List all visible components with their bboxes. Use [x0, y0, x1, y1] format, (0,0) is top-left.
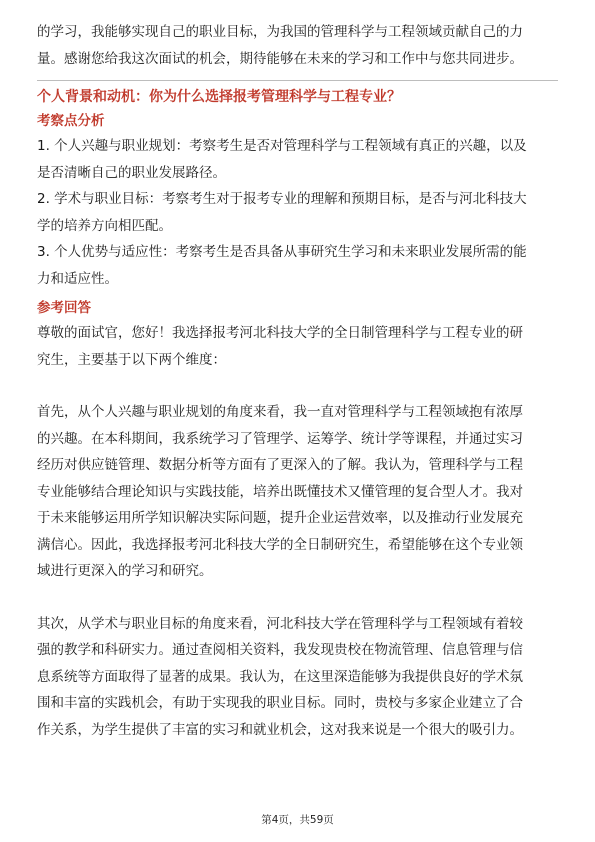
answer-paragraph-1 — [37, 320, 558, 373]
page-number: 第4页，共59页 — [261, 814, 334, 826]
text-line: 息系统等方面取得了显著的成果。我认为，在这里深造能够为我提供良好的学术氛 — [37, 668, 523, 685]
text-line: 于未来能够运用所学知识解决实际问题，提升企业运营效率，以及推动行业发展充 — [37, 510, 523, 526]
text-line: 域进行更深入的学习和研究。 — [37, 563, 213, 579]
text-line: 1. 个人兴趣与职业规划：考察考生是否对管理科学与工程领域有真正的兴趣，以及 — [37, 138, 527, 154]
text-line: 力和适应性。 — [37, 270, 118, 287]
analysis-point-1 — [37, 133, 558, 186]
text-line: 经历对供应链管理、数据分析等方面有了更深入的了解。我认为，管理科学与工程 — [37, 457, 523, 473]
intro-line-2: 量。感谢您给我这次面试的机会，期待能够在未来的学习和工作中与您共同进步。 — [37, 50, 523, 67]
answer-paragraph-3 — [37, 611, 558, 744]
analysis-heading: 考察点分析 — [37, 113, 105, 129]
answer-paragraph-2 — [37, 399, 558, 585]
text-line: 学的培养方向相匹配。 — [37, 217, 172, 234]
document-page — [37, 0, 558, 743]
text-line: 强的教学和科研实力。通过查阅相关资料，我发现贵校在物流管理、信息管理与信 — [37, 642, 523, 658]
section-divider — [37, 80, 558, 81]
text-line: 其次，从学术与职业目标的角度来看，河北科技大学在管理科学与工程领域有着较 — [37, 615, 523, 632]
intro-line-1: 的学习，我能够实现自己的职业目标，为我国的管理科学与工程领域贡献自己的力 — [37, 24, 523, 40]
text-line: 首先，从个人兴趣与职业规划的角度来看，我一直对管理科学与工程领域抱有浓厚 — [37, 404, 523, 420]
question-title: 个人背景和动机：你为什么选择报考管理科学与工程专业？ — [37, 89, 401, 105]
answer-heading: 参考回答 — [37, 300, 91, 316]
text-line: 作关系，为学生提供了丰富的实习和就业机会，这对我来说是一个很大的吸引力。 — [37, 721, 523, 738]
analysis-point-3 — [37, 239, 558, 292]
text-line: 满信心。因此，我选择报考河北科技大学的全日制研究生，希望能够在这个专业领 — [37, 536, 523, 553]
text-line: 围和丰富的实践机会，有助于实现我的职业目标。同时，贵校与多家企业建立了合 — [37, 695, 523, 711]
text-line: 专业能够结合理论知识与实践技能，培养出既懂技术又懂管理的复合型人才。我对 — [37, 483, 523, 500]
analysis-point-2 — [37, 186, 558, 239]
text-line: 2. 学术与职业目标：考察考生对于报考专业的理解和预期目标，是否与河北科技大 — [37, 191, 527, 207]
text-line: 的兴趣。在本科期间，我系统学习了管理学、运筹学、统计学等课程，并通过实习 — [37, 430, 523, 447]
text-line: 究生，主要基于以下两个维度： — [37, 351, 226, 368]
text-line: 尊敬的面试官，您好！我选择报考河北科技大学的全日制管理科学与工程专业的研 — [37, 325, 523, 341]
text-line: 是否清晰自己的职业发展路径。 — [37, 164, 226, 181]
text-line: 3. 个人优势与适应性：考察考生是否具备从事研究生学习和未来职业发展所需的能 — [37, 244, 527, 260]
